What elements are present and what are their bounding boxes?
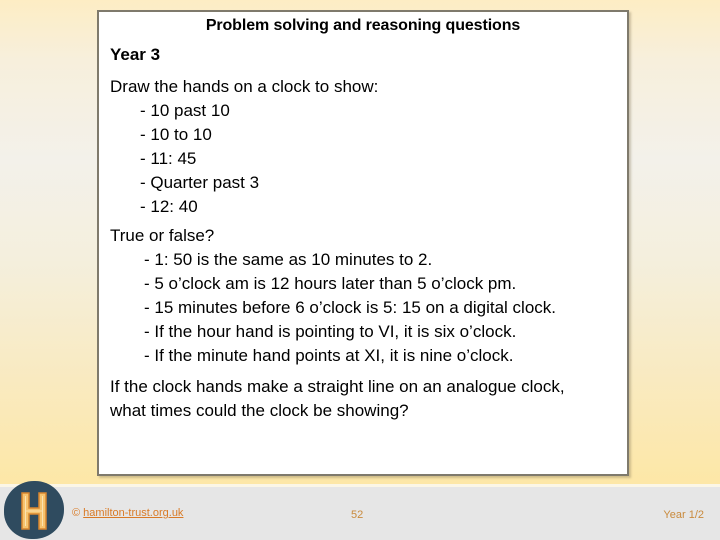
list-item: - 10 to 10 xyxy=(140,125,212,144)
page-title: Problem solving and reasoning questions xyxy=(205,17,521,34)
straight-line-question-line1: If the clock hands make a straight line on an analogue clock, xyxy=(110,377,565,396)
clock-prompt: Draw the hands on a clock to show: xyxy=(110,77,379,96)
list-item: - 10 past 10 xyxy=(140,101,230,120)
year-group-label: Year 1/2 xyxy=(663,509,704,521)
list-item: - 11: 45 xyxy=(140,149,197,168)
hamilton-h-logo-icon xyxy=(4,481,64,539)
clock-times-list xyxy=(140,99,259,219)
copyright-notice xyxy=(72,507,183,519)
list-item: - 12: 40 xyxy=(140,197,198,216)
list-item: - If the minute hand points at XI, it is nine o’clock. xyxy=(144,346,514,365)
copyright-symbol: © xyxy=(72,507,81,519)
page-number: 52 xyxy=(351,509,364,521)
list-item: - Quarter past 3 xyxy=(140,173,260,192)
list-item: - 15 minutes before 6 o’clock is 5: 15 on a digital clock. xyxy=(144,298,556,317)
straight-line-question-line2: what times could the clock be showing? xyxy=(110,401,409,420)
question-box xyxy=(97,10,629,476)
true-false-list xyxy=(144,248,556,368)
list-item: - 1: 50 is the same as 10 minutes to 2. xyxy=(144,250,433,269)
list-item: - 5 o’clock am is 12 hours later than 5 o’clock pm. xyxy=(144,274,517,293)
list-item: - If the hour hand is pointing to VI, it is six o’clock. xyxy=(144,322,517,341)
hamilton-trust-link[interactable]: hamilton-trust.org.uk xyxy=(83,507,184,519)
true-false-prompt: True or false? xyxy=(110,226,215,245)
year-heading: Year 3 xyxy=(110,45,161,64)
